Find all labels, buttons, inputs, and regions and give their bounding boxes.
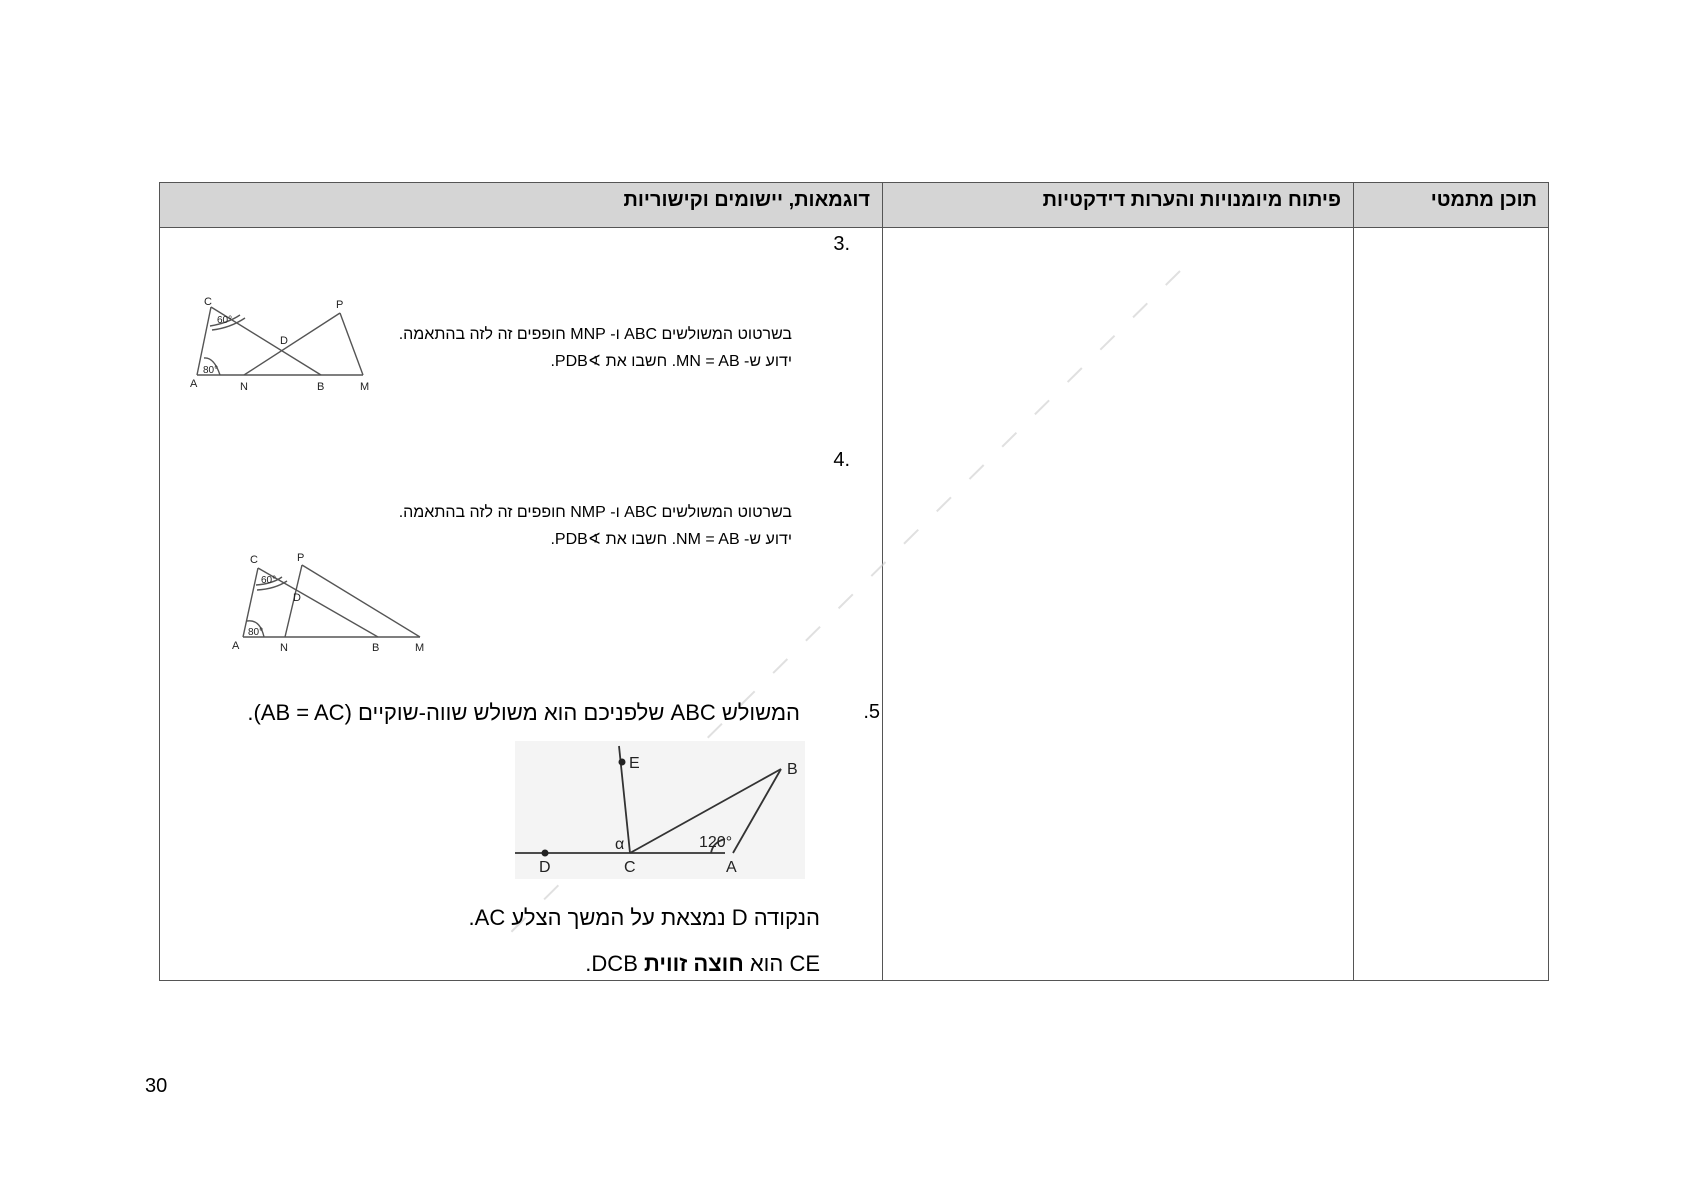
label-c: C [250, 554, 258, 566]
example-4-line-2: ידוע ש- NM = AB. חשבו את ∢PDB. [550, 531, 792, 548]
example-3-text [390, 321, 792, 375]
example-4-text [380, 499, 792, 553]
example-5-line-1: המשולש ABC שלפניכם הוא משולש שווה-שוקיים (AB = AC). [247, 700, 800, 725]
label-e: E [629, 755, 640, 772]
label-b: B [372, 642, 380, 654]
label-n: N [280, 642, 288, 654]
label-p: P [336, 299, 344, 311]
label-angle-c: 60° [217, 315, 233, 326]
label-a: A [726, 859, 737, 876]
label-angle-c: 60° [261, 575, 277, 586]
label-p: P [297, 552, 305, 564]
header-content: תוכן מתמטי [1430, 189, 1537, 211]
header-examples: דוגמאות, יישומים וקישוריות [623, 189, 870, 211]
example-5-number: 5. [863, 701, 880, 723]
label-d: D [539, 859, 551, 876]
label-d: D [293, 592, 301, 604]
example-5-line-3 [250, 951, 820, 977]
label-b: B [787, 761, 798, 778]
example-3-line-2: ידוע ש- MN = AB. חשבו את ∢PDB. [550, 353, 792, 370]
example-4-number: .4 [833, 449, 850, 471]
example-3-diagram [190, 293, 390, 403]
label-d: D [280, 335, 288, 347]
label-angle-a: 80° [248, 627, 264, 638]
label-alpha: α [615, 836, 625, 853]
example-4-diagram [230, 545, 430, 660]
example-3-line-1: בשרטוט המשולשים ABC ו- MNP חופפים זה לזה בהתאמה. [398, 326, 792, 343]
example-4-line-1: בשרטוט המשולשים ABC ו- NMP חופפים זה לזה בהתאמה. [398, 504, 792, 521]
label-m: M [360, 381, 370, 393]
label-angle-120: 120° [699, 834, 733, 851]
curriculum-table [159, 182, 1549, 981]
label-c: C [624, 859, 636, 876]
label-b: B [317, 381, 325, 393]
example-3-number: .3 [833, 233, 850, 255]
page-number: 30 [145, 1075, 168, 1097]
header-skills: פיתוח מיומנויות והערות דידקטיות [1042, 189, 1341, 211]
label-angle-a: 80° [203, 365, 219, 376]
bold-term: חוצה זווית [644, 951, 744, 976]
line-3-end: DCB. [585, 951, 644, 976]
example-5-diagram [515, 741, 805, 879]
label-a: A [232, 640, 240, 652]
line-3-start: CE הוא [743, 951, 820, 976]
example-5-line-2: הנקודה D נמצאת על המשך הצלע AC. [468, 905, 820, 930]
label-a: A [190, 378, 198, 390]
label-n: N [240, 381, 248, 393]
label-m: M [415, 642, 425, 654]
label-c: C [204, 296, 212, 308]
